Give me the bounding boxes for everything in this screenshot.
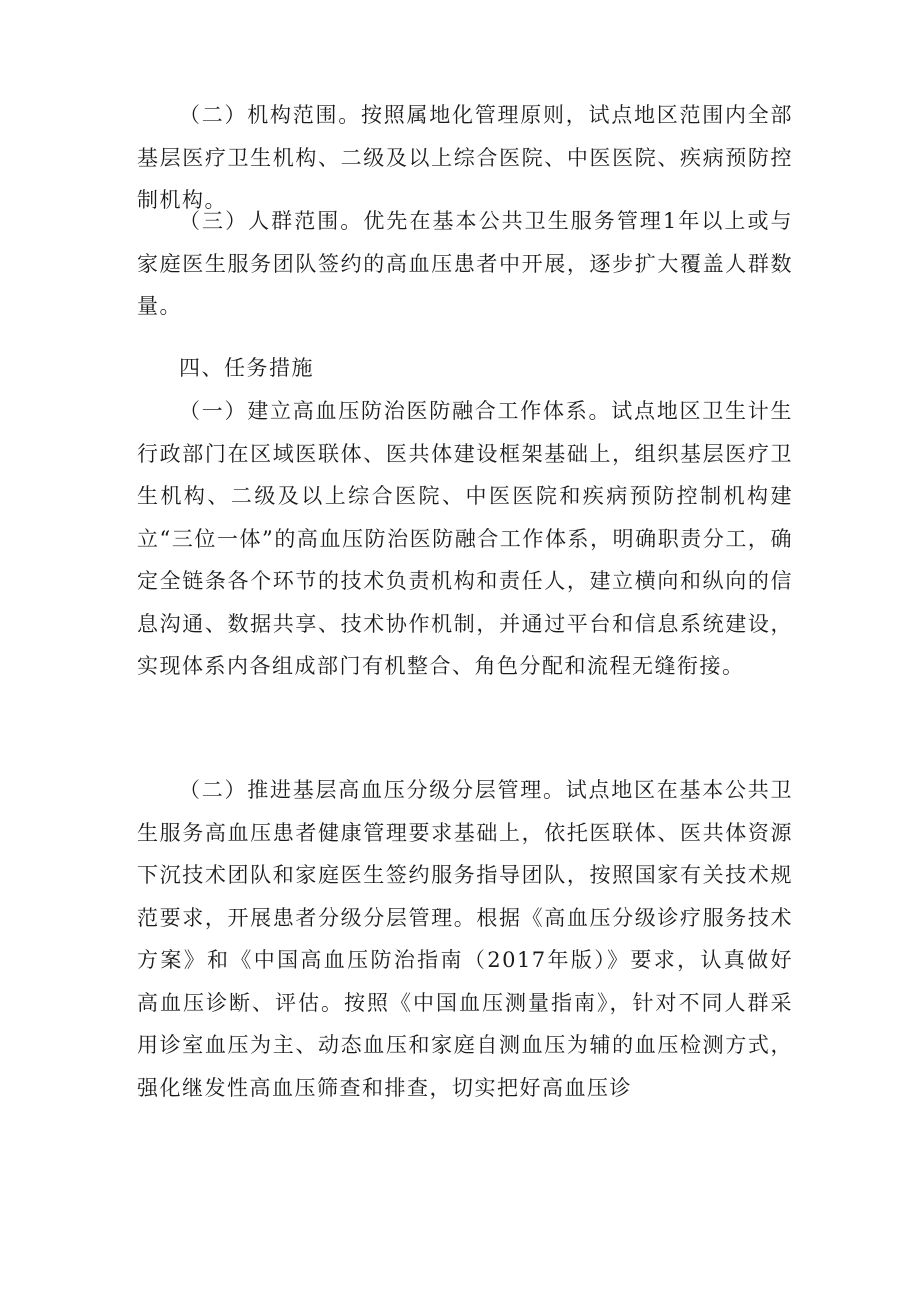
paragraph-population-scope: （三）人群范围。优先在基本公共卫生服务管理1年以上或与家庭医生服务团队签约的高血压患者中开展，逐步扩大覆盖人群数量。	[137, 209, 793, 318]
section-heading-task-measures: 四、任务措施	[179, 356, 314, 380]
paragraph-measure-two: （二）推进基层高血压分级分层管理。试点地区在基本公共卫生服务高血压患者健康管理要求基础上，依托医联体、医共体资源下沉技术团队和家庭医生签约服务指导团队，按照国家有关技术规范要求，开展患者分级分层管理。根据《高血压分级诊疗服务技术方案》和《中国高血压防治指南（2017年版）》要求，认真做好高血压诊断、评估。按照《中国血压测量指南》，针对不同人群采用诊室血压为主、动态血压和家庭自测血压为辅的血压检测方式，强化继发性高血压筛查和排查，切实把好高血压诊	[137, 778, 793, 1100]
paragraph-institution-scope: （二）机构范围。按照属地化管理原则，试点地区范围内全部基层医疗卫生机构、二级及以上综合医院、中医医院、疾病预防控制机构。	[137, 103, 793, 212]
paragraph-measure-one: （一）建立高血压防治医防融合工作体系。试点地区卫生计生行政部门在区域医联体、医共体建设框架基础上，组织基层医疗卫生机构、二级及以上综合医院、中医医院和疾病预防控制机构建立“三位一体”的高血压防治医防融合工作体系，明确职责分工，确定全链条各个环节的技术负责机构和责任人，建立横向和纵向的信息沟通、数据共享、技术协作机制，并通过平台和信息系统建设，实现体系内各组成部门有机整合、角色分配和流程无缝衔接。	[137, 399, 793, 678]
